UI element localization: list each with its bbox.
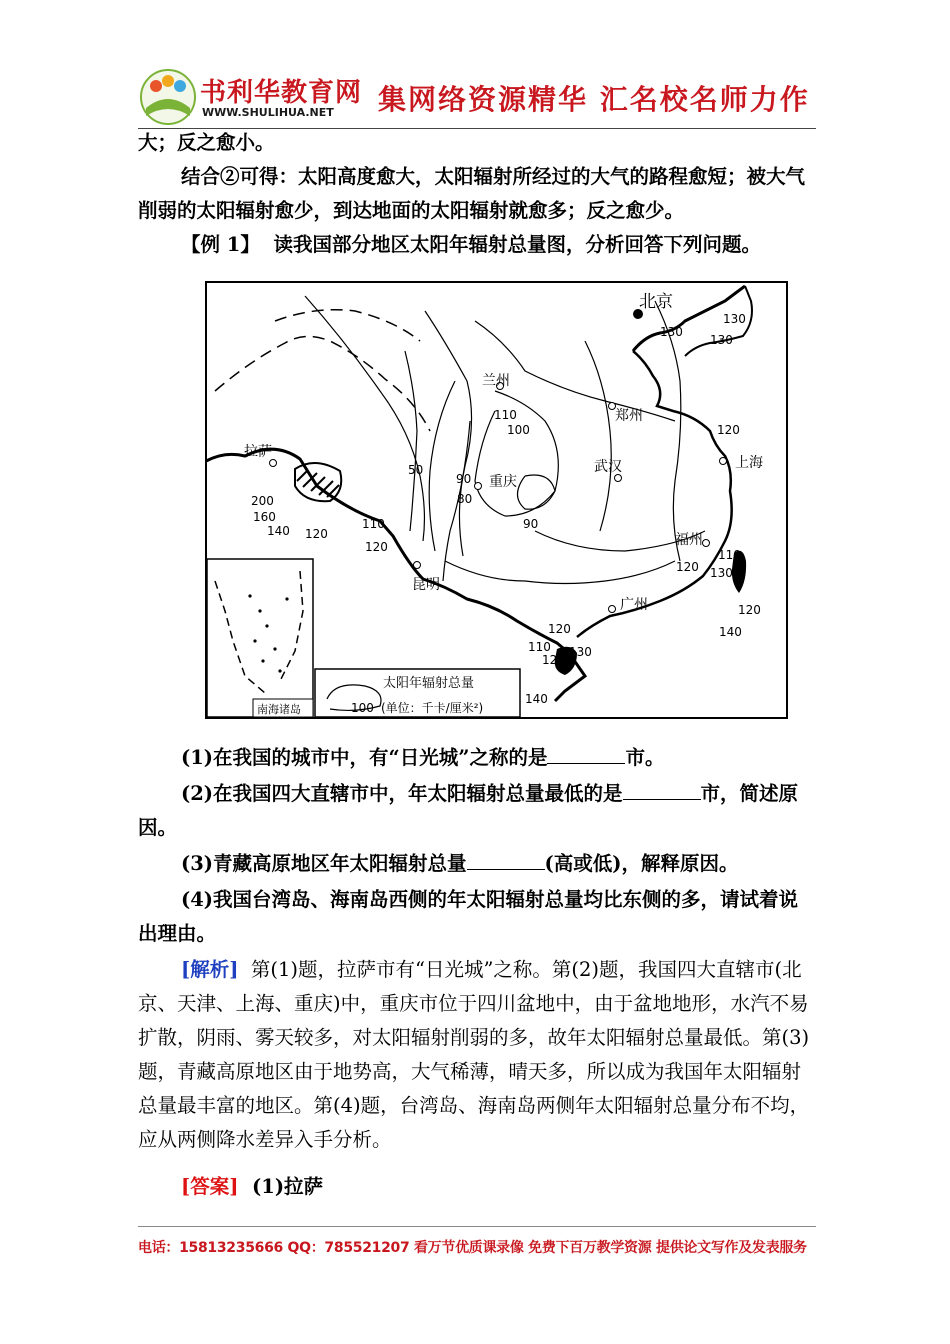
- header-slogan: 集网络资源精华 汇名校名师力作: [378, 83, 810, 116]
- question-1-text: (1)在我国的城市中，有“日光城”之称的是: [181, 746, 548, 769]
- question-1-tail: 市。: [625, 746, 665, 769]
- page-header: [138, 68, 818, 130]
- answer-blank[interactable]: [547, 745, 625, 764]
- question-3-text: (3)青藏高原地区年太阳辐射总量: [181, 852, 467, 875]
- legend-title: 太阳年辐射总量: [383, 676, 475, 691]
- isoline-value: 90: [456, 472, 472, 486]
- footer-contact: 电话：15813235666 QQ：785521207 看万节优质课录像 免费下百万教学资源 提供论文写作及发表服务: [138, 1240, 807, 1256]
- isoline-value: 110: [718, 548, 741, 562]
- city-label-wuhan: 武汉: [594, 459, 622, 475]
- isoline-value: 120: [676, 560, 699, 574]
- question-1: [138, 741, 816, 775]
- isoline-value: 110: [362, 517, 385, 531]
- question-3: [138, 847, 816, 881]
- isoline-value: 80: [457, 492, 473, 506]
- isoline-value: 110: [494, 408, 517, 422]
- answer-line: [138, 1170, 816, 1204]
- city-label-fuzhou: 福州: [675, 532, 703, 548]
- question-4: (4)我国台湾岛、海南岛西侧的年太阳辐射总量均比东侧的多，请试着说出理由。: [138, 888, 799, 945]
- question-3-tail: (高或低)，解释原因。: [544, 852, 739, 875]
- logo-url: WWW.SHULIHUA.NET: [202, 106, 334, 119]
- city-label-chongqing: 重庆: [489, 474, 517, 490]
- footer-divider: [138, 1226, 816, 1227]
- isoline-value: 140: [525, 692, 548, 706]
- example-heading: [138, 228, 816, 262]
- question-2-text: (2)在我国四大直辖市中，年太阳辐射总量最低的是: [181, 782, 623, 805]
- city-label-lasa: 拉萨: [244, 444, 272, 460]
- legend-value: 100: [351, 701, 374, 715]
- example-text: 读我国部分地区太阳年辐射总量图，分析回答下列问题。: [273, 233, 761, 256]
- city-label-shanghai: 上海: [735, 455, 763, 471]
- isoline-value: 120: [548, 622, 571, 636]
- answer-blank[interactable]: [467, 851, 545, 870]
- isoline-value: 110: [528, 640, 551, 654]
- answer-tag: [答案]: [181, 1175, 239, 1198]
- isoline-value: 160: [253, 510, 276, 524]
- isoline-value: 100: [507, 423, 530, 437]
- example-tag: 【例 1】: [181, 233, 260, 256]
- isoline-value: 50: [408, 463, 424, 477]
- isoline-value: 120: [365, 540, 388, 554]
- question-2-tail: 市，简述原因。: [138, 782, 799, 839]
- isoline-value: 120: [305, 527, 328, 541]
- city-label-lanzhou: 兰州: [482, 373, 510, 389]
- logo-emblem-icon: [138, 68, 198, 126]
- isoline-value: 130: [660, 325, 683, 339]
- isoline-value: 200: [251, 494, 274, 508]
- answer-blank[interactable]: [623, 781, 701, 800]
- site-logo[interactable]: [138, 68, 368, 126]
- isoline-value: 120: [542, 653, 565, 667]
- isoline-value: 130: [710, 566, 733, 580]
- isoline-value: 90: [523, 517, 539, 531]
- answer-text: (1)拉萨: [252, 1175, 324, 1198]
- isoline-value: 140: [267, 524, 290, 538]
- question-2: [138, 777, 816, 845]
- intro-line: 大；反之愈小。: [138, 131, 275, 154]
- isoline-value: 130: [569, 645, 592, 659]
- logo-title: 书利华教育网: [200, 78, 363, 108]
- isoline-value: 120: [738, 603, 761, 617]
- analysis-text: 第(1)题，拉萨市有“日光城”之称。第(2)题，我国四大直辖市(北京、天津、上海、重庆)中，重庆市位于四川盆地中，由于盆地地形，水汽不易扩散，阴雨、雾天较多，对太阳辐射削弱的多，故年太阳辐射总量最低。第(3)题，青藏高原地区由于地势高，大气稀薄，晴天多，所以成为我国年太阳辐射总量最丰富的地区。第(4)题，台湾岛、海南岛两侧年太阳辐射总量分布不均，应从两侧降水差异入手分析。: [138, 958, 810, 1151]
- city-label-guangzhou: 广州: [620, 597, 648, 613]
- isoline-value: 120: [717, 423, 740, 437]
- analysis-paragraph: [138, 953, 816, 1157]
- city-label-kunming: 昆明: [412, 577, 440, 593]
- city-label-zhengzhou: 郑州: [615, 408, 643, 424]
- isoline-value: 140: [719, 625, 742, 639]
- isoline-value: 130: [723, 312, 746, 326]
- solar-radiation-map: [205, 281, 788, 719]
- inset-label: 南海诸岛: [257, 703, 301, 716]
- conclusion-paragraph: 结合②可得：太阳高度愈大，太阳辐射所经过的大气的路程愈短；被大气削弱的太阳辐射愈少，到达地面的太阳辐射就愈多；反之愈少。: [138, 165, 806, 222]
- legend-unit: (单位：千卡/厘米²): [381, 701, 484, 715]
- city-label-beijing: 北京: [639, 292, 673, 312]
- isoline-value: 130: [710, 333, 733, 347]
- analysis-tag: [解析]: [181, 958, 239, 981]
